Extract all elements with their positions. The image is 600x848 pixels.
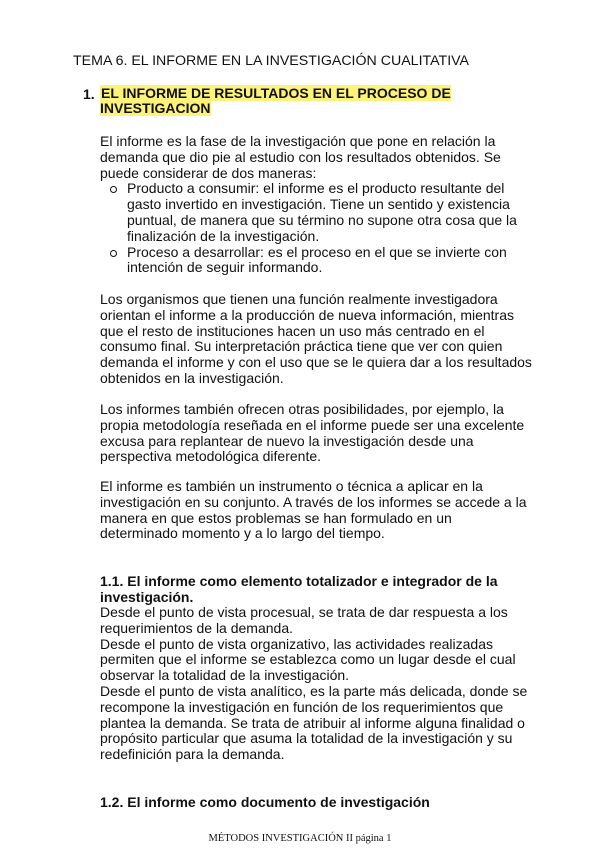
bullet-item: [100, 245, 532, 277]
section-1-1-line: Desde el punto de vista analítico, es la parte más delicada, donde se recompone la investigación en función de los requerimientos que plantea la demanda. Se trata de atribuir al informe alguna finalidad o propósito particular que asuma la totalidad de la investigación y su redefinición para la demanda.: [100, 682, 528, 763]
paragraph-text: El informe es también un instrumento o técnica a aplicar en la investigación en su conjunto. A través de los informes se accede a la manera en que estos problemas se han formulado en un determinado momento y a lo largo del tiempo.: [100, 478, 527, 542]
bullet-circle-icon: [110, 186, 117, 193]
paragraph: [100, 292, 532, 387]
paragraph-text: Los organismos que tienen una función realmente investigadora orientan el informe a la producción de nueva información, mientras que el resto de instituciones hacen un uso más centrado en el consumo final. Su interpretación práctica tiene que ver con quien demanda el informe y con el uso que se le quiera dar a los resultados obtenidos en la investigación.: [100, 291, 532, 386]
paragraph-text: Los informes también ofrecen otras posibilidades, por ejemplo, la propia metodología reseñada en el informe puede ser una excelente excusa para replantear de nuevo la investigación desde una perspectiva metodológica diferente.: [100, 401, 525, 465]
section-1-1-heading: 1.1. El informe como elemento totalizador e integrador de la investigación.: [100, 573, 498, 605]
bullet-list: [100, 181, 532, 276]
section-1-intro: El informe es la fase de la investigación que pone en relación la demanda que dio pie al estudio con los resultados obtenidos. Se puede considerar de dos maneras:: [100, 133, 501, 181]
bullet-circle-icon: [110, 250, 117, 257]
section-1-1-block: [100, 573, 532, 763]
page-footer: MÉTODOS INVESTIGACIÓN II página 1: [208, 833, 392, 844]
section-1-title: [100, 86, 480, 116]
bullet-item: [100, 181, 532, 244]
bullet-text: Proceso a desarrollar: es el proceso en el que se invierte con intención de seguir informando.: [127, 243, 507, 276]
section-1-1-line: Desde el punto de vista procesual, se trata de dar respuesta a los requerimientos de la demanda.: [100, 604, 508, 636]
section-1-number: 1.: [83, 86, 95, 102]
section-1-title-highlight: EL INFORME DE RESULTADOS EN EL PROCESO DE INVESTIGACION: [100, 85, 451, 116]
paragraph: [100, 402, 532, 465]
section-1-intro-block: [100, 134, 532, 276]
document-title: TEMA 6. EL INFORME EN LA INVESTIGACIÓN CUALITATIVA: [73, 53, 470, 69]
section-1-2-block: [100, 794, 532, 810]
paragraph: [100, 479, 532, 542]
bullet-text: Producto a consumir: el informe es el producto resultante del gasto invertido en investigación. Tiene un sentido y existencia puntual, de manera que su término no supone otra cosa que la finalización de la investigación.: [127, 180, 517, 244]
section-1-1-line: Desde el punto de vista organizativo, las actividades realizadas permiten que el informe se establezca como un lugar desde el cual observar la totalidad de la investigación.: [100, 635, 516, 684]
section-1-2-heading: 1.2. El informe como documento de investigación: [100, 794, 430, 810]
